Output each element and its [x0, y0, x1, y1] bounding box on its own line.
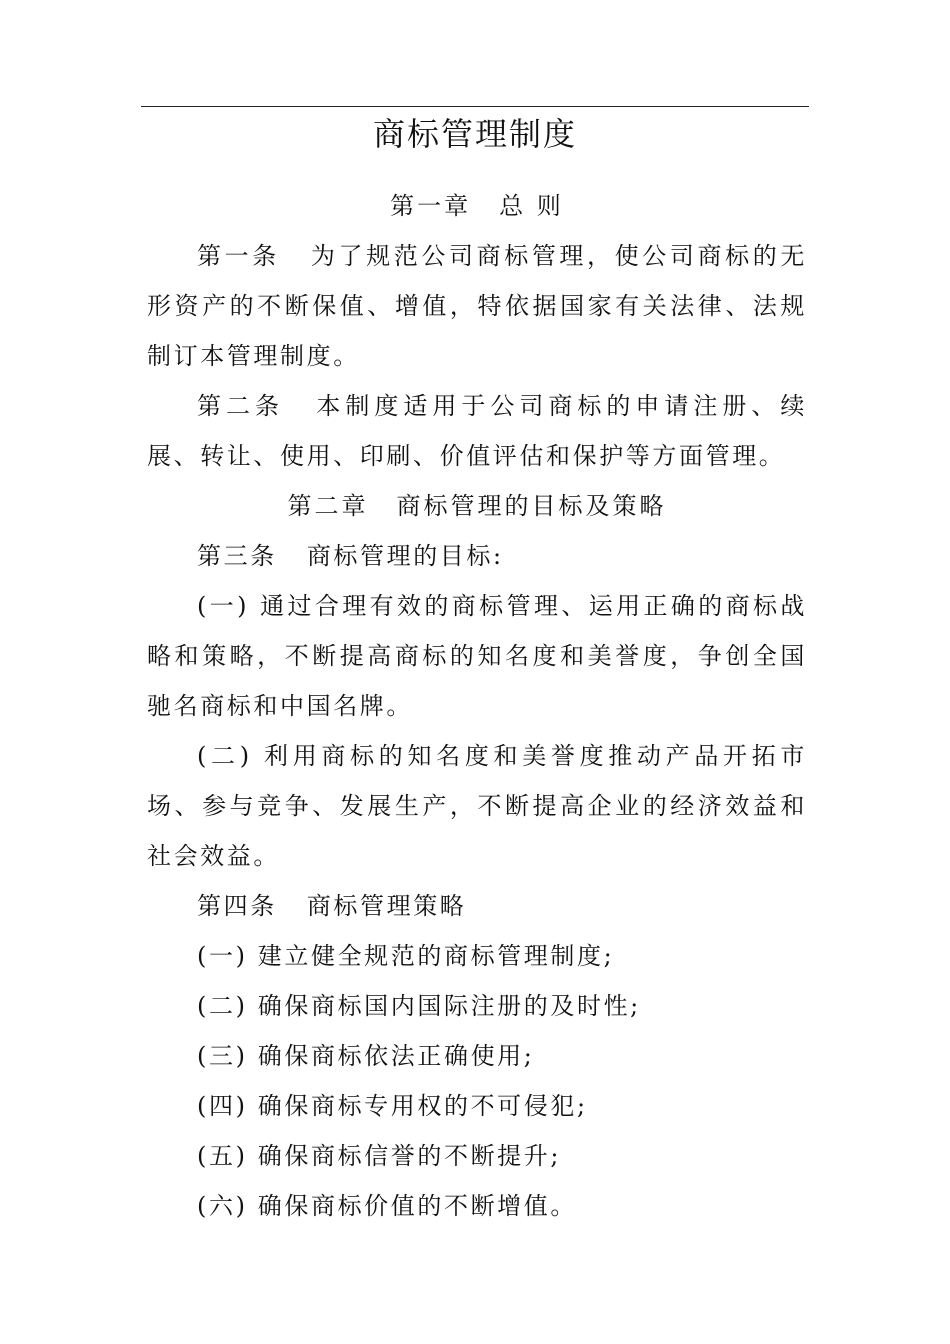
chapter-1-heading: [147, 181, 807, 231]
goal-item-1: [147, 581, 807, 731]
strategy-6-number: (六): [197, 1192, 248, 1220]
strategy-item-5: [147, 1131, 807, 1181]
strategy-item-3: [147, 1031, 807, 1081]
document-body: [147, 181, 807, 1231]
article-1-label: 第一条: [197, 242, 280, 270]
strategy-5-text: 确保商标信誉的不断提升;: [257, 1142, 562, 1170]
chapter-2-name: 商标管理的目标及策略: [396, 492, 667, 520]
strategy-item-1: [147, 931, 807, 981]
strategy-2-number: (二): [197, 992, 248, 1020]
goal-1-number: (一): [197, 592, 250, 620]
article-4: [147, 881, 807, 931]
article-2-label: 第二条: [197, 392, 284, 420]
article-4-label: 第四条: [197, 892, 277, 920]
strategy-item-4: [147, 1081, 807, 1131]
document-title: 商标管理制度: [372, 115, 577, 153]
strategy-item-2: [147, 981, 807, 1031]
header-rule: [141, 106, 809, 107]
strategy-1-number: (一): [197, 942, 248, 970]
article-4-text: 商标管理策略: [306, 892, 467, 920]
article-3: [147, 531, 807, 581]
goal-item-2: [147, 731, 807, 881]
strategy-4-text: 确保商标专用权的不可侵犯;: [257, 1092, 588, 1120]
chapter-2-number: 第二章: [287, 492, 369, 520]
strategy-item-6: [147, 1181, 807, 1231]
strategy-4-number: (四): [197, 1092, 248, 1120]
goal-2-number: (二): [197, 742, 252, 770]
article-3-label: 第三条: [197, 542, 277, 570]
strategy-2-text: 确保商标国内国际注册的及时性;: [257, 992, 641, 1020]
chapter-1-name: 总 则: [499, 192, 564, 220]
goal-2-text: 利用商标的知名度和美誉度推动产品开拓市场、参与竞争、发展生产，不断提高企业的经济效益和社会效益。: [147, 742, 807, 870]
article-3-text: 商标管理的目标:: [306, 542, 504, 570]
strategy-5-number: (五): [197, 1142, 248, 1170]
chapter-2-heading: [147, 481, 807, 531]
article-1: [147, 231, 807, 381]
strategy-3-number: (三): [197, 1042, 248, 1070]
article-2: [147, 381, 807, 481]
article-1-text: 为了规范公司商标管理，使公司商标的无形资产的不断保值、增值，特依据国家有关法律、法规制订本管理制度。: [147, 242, 807, 370]
strategy-3-text: 确保商标依法正确使用;: [257, 1042, 535, 1070]
chapter-1-number: 第一章: [390, 192, 472, 220]
strategy-6-text: 确保商标价值的不断增值。: [257, 1192, 577, 1220]
strategy-1-text: 建立健全规范的商标管理制度;: [257, 942, 615, 970]
goal-1-text: 通过合理有效的商标管理、运用正确的商标战略和策略，不断提高商标的知名度和美誉度，争创全国驰名商标和中国名牌。: [147, 592, 807, 720]
article-2-text: 本制度适用于公司商标的申请注册、续展、转让、使用、印刷、价值评估和保护等方面管理。: [147, 392, 807, 470]
